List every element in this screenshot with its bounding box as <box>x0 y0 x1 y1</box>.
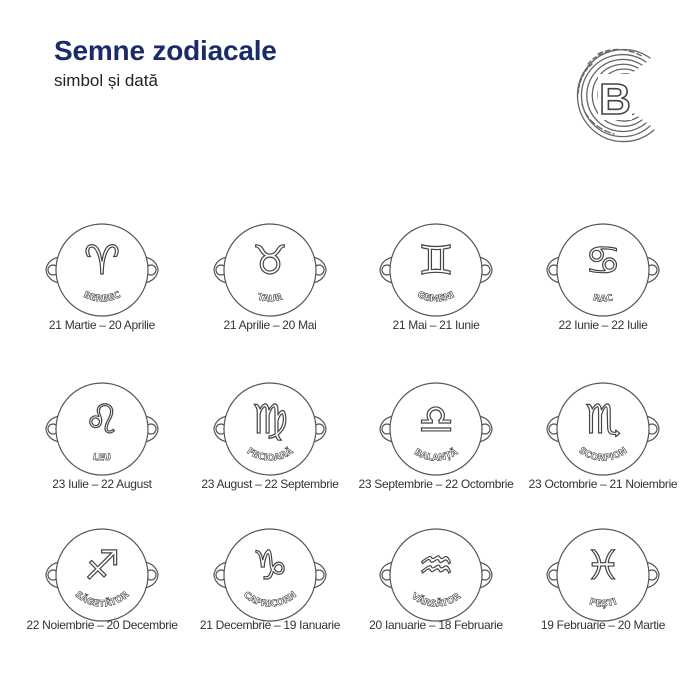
zodiac-name-text: BALANȚĂ <box>412 447 460 464</box>
zodiac-symbol: ♏ <box>585 397 621 443</box>
zodiac-symbol: ♒ <box>418 543 454 589</box>
zodiac-date-range: 23 August – 22 Septembrie <box>201 477 339 491</box>
zodiac-symbol: ♐ <box>84 543 120 589</box>
zodiac-charm-icon <box>35 222 169 318</box>
zodiac-sign-card <box>518 381 688 511</box>
zodiac-charm-icon <box>536 527 670 623</box>
zodiac-symbol: ♈ <box>84 238 120 284</box>
zodiac-symbol: ♋ <box>585 238 621 284</box>
zodiac-sign-card <box>185 527 355 657</box>
zodiac-symbol: ♎ <box>418 397 454 443</box>
zodiac-name <box>592 293 614 304</box>
zodiac-symbol: ♓ <box>585 543 621 589</box>
zodiac-date-range: 23 Iulie – 22 August <box>52 477 152 491</box>
zodiac-sign-card <box>351 222 521 352</box>
zodiac-symbol: ♉ <box>252 238 288 284</box>
zodiac-name-text: SCORPION <box>576 445 630 464</box>
zodiac-sign-card <box>518 527 688 657</box>
zodiac-name-text: BERBEC <box>81 290 123 305</box>
zodiac-date-range: 22 Noiembrie – 20 Decembrie <box>26 618 178 632</box>
zodiac-name-text: GEMENI <box>415 290 457 305</box>
zodiac-date-range: 21 Decembrie – 19 Ianuarie <box>199 618 341 632</box>
zodiac-sign-card <box>17 527 187 657</box>
logo-letter: B <box>599 75 631 124</box>
page-title: Semne zodiacale <box>54 35 277 66</box>
zodiac-name-text: PEȘTI <box>588 597 619 610</box>
zodiac-name <box>92 453 112 464</box>
zodiac-sign-card <box>185 222 355 352</box>
zodiac-charm-icon <box>369 222 503 318</box>
zodiac-date-range: 23 Septembrie – 22 Octombrie <box>358 477 514 491</box>
zodiac-name-text: SĂGETĂTOR <box>72 589 132 610</box>
zodiac-date-range: 20 Ianuarie – 18 Februarie <box>369 618 503 632</box>
zodiac-name-text: LEU <box>91 452 113 464</box>
zodiac-date-range: 19 Februarie – 20 Martie <box>540 618 666 632</box>
zodiac-charm-icon <box>35 527 169 623</box>
zodiac-symbol: ♑ <box>252 543 288 589</box>
zodiac-date-range: 22 Iunie – 22 Iulie <box>558 318 648 332</box>
zodiac-charm-icon <box>203 381 337 477</box>
zodiac-sign-card <box>518 222 688 352</box>
zodiac-date-range: 21 Mai – 21 Iunie <box>392 318 480 332</box>
zodiac-charm-icon <box>203 222 337 318</box>
zodiac-sign-card <box>351 527 521 657</box>
zodiac-sign-card <box>185 381 355 511</box>
zodiac-charm-icon <box>203 527 337 623</box>
zodiac-name-text: RAC <box>592 293 614 305</box>
zodiac-charm-icon <box>369 381 503 477</box>
zodiac-symbol: ♌ <box>84 397 120 443</box>
page-subtitle: simbol și dată <box>54 71 158 90</box>
zodiac-charm-icon <box>369 527 503 623</box>
zodiac-name-text: VĂRSĂTOR <box>409 591 463 610</box>
zodiac-sign-card <box>17 381 187 511</box>
zodiac-date-range: 23 Octombrie – 21 Noiembrie <box>528 477 678 491</box>
zodiac-name-text: TAUR <box>256 292 284 305</box>
zodiac-name-text: FECIOARĂ <box>244 446 296 464</box>
zodiac-name-text: CAPRICORN <box>241 590 299 610</box>
zodiac-sign-card <box>17 222 187 352</box>
zodiac-charm-icon <box>536 222 670 318</box>
zodiac-charm-icon <box>35 381 169 477</box>
zodiac-sign-card <box>351 381 521 511</box>
zodiac-date-range: 21 Martie – 20 Aprilie <box>48 318 156 332</box>
zodiac-date-range: 21 Aprilie – 20 Mai <box>223 318 317 332</box>
zodiac-charm-icon <box>536 381 670 477</box>
zodiac-symbol: ♊ <box>418 238 454 284</box>
zodiac-symbol: ♍ <box>252 397 288 443</box>
